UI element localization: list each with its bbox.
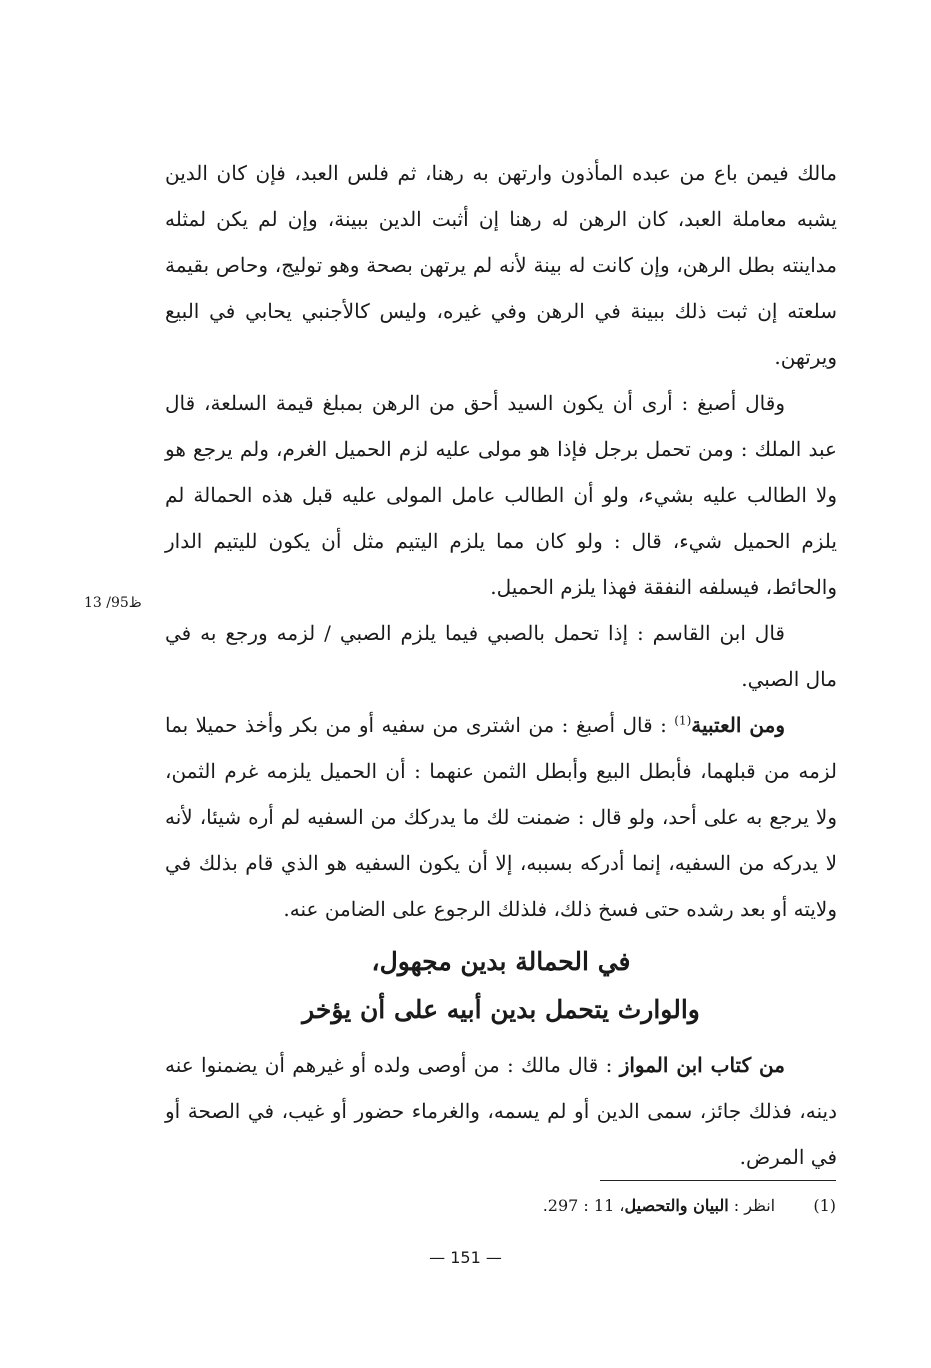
- page-number: — 151 —: [429, 1248, 502, 1267]
- paragraph-4-lead: ومن العتبية: [691, 713, 785, 737]
- paragraph-5: [165, 1042, 837, 1180]
- footnote-ref-1: (1): [674, 713, 692, 728]
- footnote-number: (1): [813, 1196, 836, 1215]
- paragraph-1: مالك فيمن باع من عبده المأذون وارتهن به رهنا، ثم فلس العبد، فإن كان الدين يشبه معاملة العبد، كان الرهن له رهنا إن أثبت الدين ببينة، وإن لم يكن لمثله مداينته بطل الرهن، وإن كانت له بينة لأنه لم يرتهن بصحة وهو توليج، وحاص بقيمة سلعته إن ثبت ذلك ببينة في الرهن وفي غيره، وليس كالأجنبي يحابي في البيع ويرتهن.: [165, 161, 837, 369]
- body-text-top: [165, 150, 837, 932]
- paragraph-5-lead: من كتاب ابن المواز: [619, 1053, 785, 1077]
- footnote-reference: ، 11 : 297.: [542, 1196, 625, 1215]
- section-heading-line-2: والوارث يتحمل بدين أبيه على أن يؤخر: [302, 995, 700, 1024]
- footnote-divider: [600, 1180, 836, 1181]
- manuscript-folio-note: 13 /95ظ: [84, 595, 142, 611]
- footnote: [300, 1192, 836, 1220]
- section-heading: [165, 938, 837, 1034]
- footnote-prefix: انظر :: [728, 1196, 776, 1215]
- footnote-source: البيان والتحصيل: [624, 1196, 729, 1215]
- paragraph-4: [165, 702, 837, 932]
- paragraph-2: وقال أصبغ : أرى أن يكون السيد أحق من الرهن بمبلغ قيمة السلعة، قال عبد الملك : ومن تحمل برجل فإذا هو مولى عليه لزم الحميل الغرم، ولم يرجع هو ولا الطالب عليه بشيء، ولو أن الطالب عامل المولى عليه قبل هذه الحمالة لم يلزم الحميل شيء، قال : ولو كان مما يلزم اليتيم مثل أن يكون لليتيم الدار والحائط، فيسلفه النفقة فهذا يلزم الحميل.: [165, 391, 837, 599]
- body-text-bottom: [165, 1042, 837, 1180]
- paragraph-5-text: : قال مالك : من أوصى ولده أو غيرهم أن يضمنوا عنه دينه، فذلك جائز، سمى الدين أو لم يسمه، والغرماء حضور أو غيب، في الصحة أو في المرض.: [165, 1053, 837, 1169]
- section-heading-line-1: في الحمالة بدين مجهول،: [371, 947, 631, 976]
- paragraph-3: قال ابن القاسم : إذا تحمل بالصبي فيما يلزم الصبي / لزمه ورجع به في مال الصبي.: [165, 621, 837, 691]
- paragraph-4-text: : قال أصبغ : من اشترى من سفيه أو من بكر وأخذ حميلا بما لزمه من قبلهما، فأبطل البيع وأبطل الثمن عنهما : أن الحميل يلزمه غرم الثمن، ولا يرجع به على أحد، ولو قال : ضمنت لك ما يدركك من السفيه لم أره شيئا، لأنه لا يدركه من السفيه، إنما أدركه بسببه، إلا أن يكون السفيه هو الذي قام بذلك في ولايته أو بعد رشده حتى فسخ ذلك، فلذلك الرجوع على الضامن عنه.: [165, 713, 838, 921]
